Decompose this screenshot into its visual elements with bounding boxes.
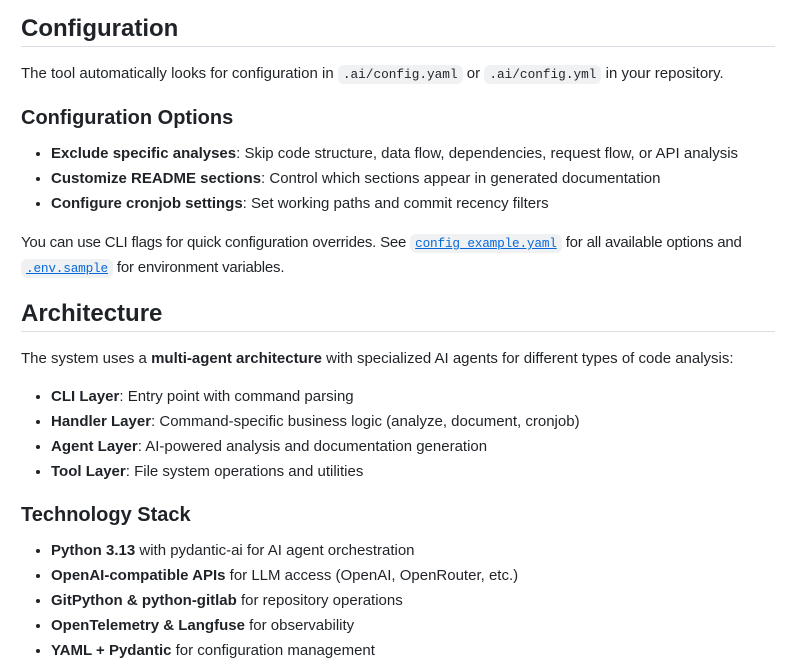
list-item	[51, 167, 775, 191]
list-item-lead: OpenTelemetry & Langfuse	[51, 617, 245, 634]
list-item-text: with pydantic-ai for AI agent orchestration	[135, 542, 415, 559]
list-item-lead: OpenAI-compatible APIs	[51, 567, 226, 584]
list-item-lead: Configure cronjob settings	[51, 195, 243, 212]
list-item-text: : Entry point with command parsing	[119, 388, 354, 405]
list-item-text: : Set working paths and commit recency filters	[242, 195, 549, 212]
emphasis-multi-agent: multi-agent architecture	[151, 350, 322, 367]
list-item-lead: GitPython & python-gitlab	[51, 592, 237, 609]
list-item-lead: Agent Layer	[51, 438, 138, 455]
text-run: for environment variables.	[112, 259, 285, 276]
inline-code-config-yml: .ai/config.yml	[484, 65, 601, 84]
list-item	[51, 142, 775, 166]
section-heading-technology-stack: Technology Stack	[21, 504, 191, 526]
list-item-text: for configuration management	[171, 642, 375, 659]
text-run: You can use CLI flags for quick configuration overrides. See	[21, 234, 411, 251]
list-item-lead: Exclude specific analyses	[51, 145, 237, 162]
configuration-options-list	[21, 142, 775, 216]
list-item-text: : AI-powered analysis and documentation generation	[137, 438, 488, 455]
list-item-text: : File system operations and utilities	[125, 463, 364, 480]
cli-flags-paragraph	[21, 231, 775, 281]
list-item	[51, 539, 775, 563]
list-item-text: : Control which sections appear in generated documentation	[261, 170, 661, 187]
text-run: or	[462, 65, 485, 82]
list-item-lead: Python 3.13	[51, 542, 136, 559]
text-run: for all available options and	[561, 234, 742, 251]
env-sample-link[interactable]: .env.sample	[21, 259, 113, 278]
config-intro-paragraph	[21, 62, 775, 87]
section-heading-configuration: Configuration	[21, 14, 775, 47]
list-item-text: : Skip code structure, data flow, dependencies, request flow, or API analysis	[236, 145, 739, 162]
list-item	[51, 564, 775, 588]
list-item	[51, 460, 775, 484]
list-item	[51, 614, 775, 638]
list-item	[51, 589, 775, 613]
architecture-intro-paragraph	[21, 347, 775, 371]
architecture-layers-list	[21, 385, 775, 484]
list-item-lead: YAML + Pydantic	[51, 642, 172, 659]
technology-stack-list	[21, 539, 775, 663]
section-heading-configuration-options: Configuration Options	[21, 107, 234, 129]
list-item	[51, 192, 775, 216]
list-item-text: for LLM access (OpenAI, OpenRouter, etc.)	[225, 567, 519, 584]
list-item-lead: Customize README sections	[51, 170, 262, 187]
config-example-yaml-link[interactable]: config_example.yaml	[410, 234, 562, 253]
section-heading-architecture: Architecture	[21, 299, 775, 332]
list-item-lead: Tool Layer	[51, 463, 126, 480]
list-item-text: for repository operations	[236, 592, 403, 609]
text-run: The system uses a	[21, 350, 152, 367]
list-item-text: for observability	[244, 617, 355, 634]
list-item	[51, 385, 775, 409]
text-run: in your repository.	[601, 65, 724, 82]
list-item	[51, 639, 775, 663]
list-item-text: : Command-specific business logic (analyze, document, cronjob)	[151, 413, 580, 430]
inline-code-config-yaml: .ai/config.yaml	[338, 65, 463, 84]
text-run: with specialized AI agents for different types of code analysis:	[321, 350, 734, 367]
list-item	[51, 435, 775, 459]
list-item	[51, 410, 775, 434]
list-item-lead: Handler Layer	[51, 413, 152, 430]
list-item-lead: CLI Layer	[51, 388, 120, 405]
text-run: The tool automatically looks for configuration in	[21, 65, 338, 82]
